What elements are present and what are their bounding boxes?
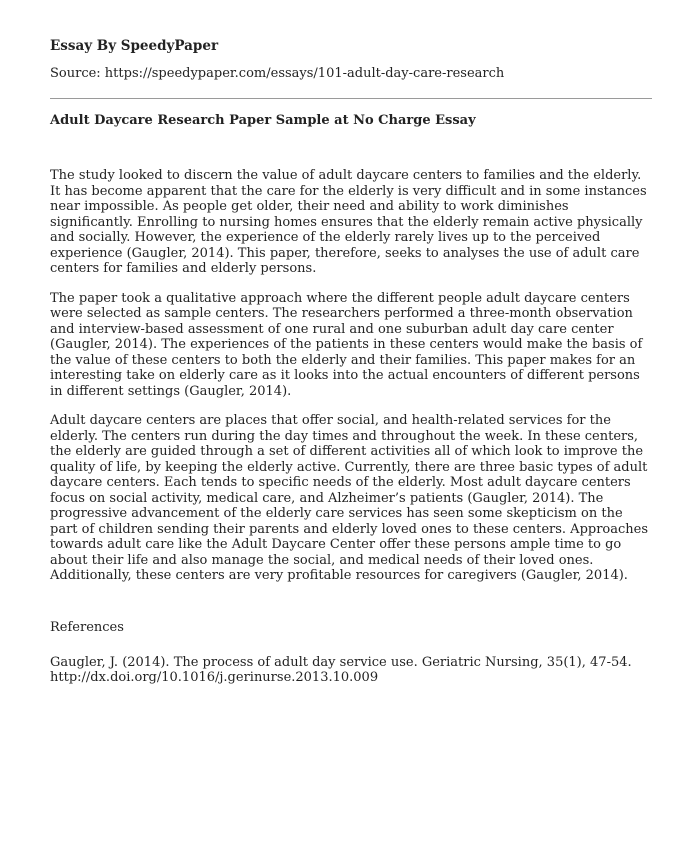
essay-paragraph-3: Adult daycare centers are places that offer social, and health-related services for the elderly. The centers run during the day times and throughout the week. In these centers, the elderly are guided through a set of different activities all of which look to improve the quality of life, by keeping the elderly active. Currently, there are three basic types of adult daycare centers. Each tends to specific needs of the elderly. Most adult daycare centers focus on social activity, medical care, and Alzheimer’s patients (Gaugler, 2014). The progressive advancement of the elderly care services has seen some skepticism on the part of children sending their parents and elderly loved ones to these centers. Approaches towards adult care like the Adult Daycare Center offer these persons ample time to go about their life and also manage the social, and medical needs of their loved ones. Additionally, these centers are very profitable resources for caregivers (Gaugler, 2014).: [50, 413, 649, 583]
essay-paragraph-1: The study looked to discern the value of adult daycare centers to families and the elderly. It has become apparent that the care for the elderly is very difficult and in some instances near impossible. As people get older, their need and ability to work diminishes significantly. Enrolling to nursing homes ensures that the elderly remain active physically and socially. However, the experience of the elderly rarely lives up to the perceived experience (Gaugler, 2014). This paper, therefore, seeks to analyses the use of adult care centers for families and elderly persons.: [50, 168, 647, 276]
reference-entry: Gaugler, J. (2014). The process of adult day service use. Geriatric Nursing, 35(1), 47-54. http://dx.doi.org/10.1016/j.gerinurse.2013.10.009: [50, 654, 632, 685]
essay-paragraph-2: The paper took a qualitative approach where the different people adult daycare centers were selected as sample centers. The researchers performed a three-month observation and interview-based assessment of one rural and one suburban adult day care center (Gaugler, 2014). The experiences of the patients in these centers would make the basis of the value of these centers to both the elderly and their families. This paper makes for an interesting take on elderly care as it looks into the actual encounters of different persons in different settings (Gaugler, 2014).: [50, 290, 643, 399]
essay-title: Adult Daycare Research Paper Sample at No Charge Essay: [50, 113, 476, 128]
header-divider: [50, 98, 652, 99]
references-heading: References: [50, 619, 124, 635]
source-line: Source: https://speedypaper.com/essays/101-adult-day-care-research: [50, 66, 505, 81]
publisher-heading: Essay By SpeedyPaper: [50, 38, 219, 54]
